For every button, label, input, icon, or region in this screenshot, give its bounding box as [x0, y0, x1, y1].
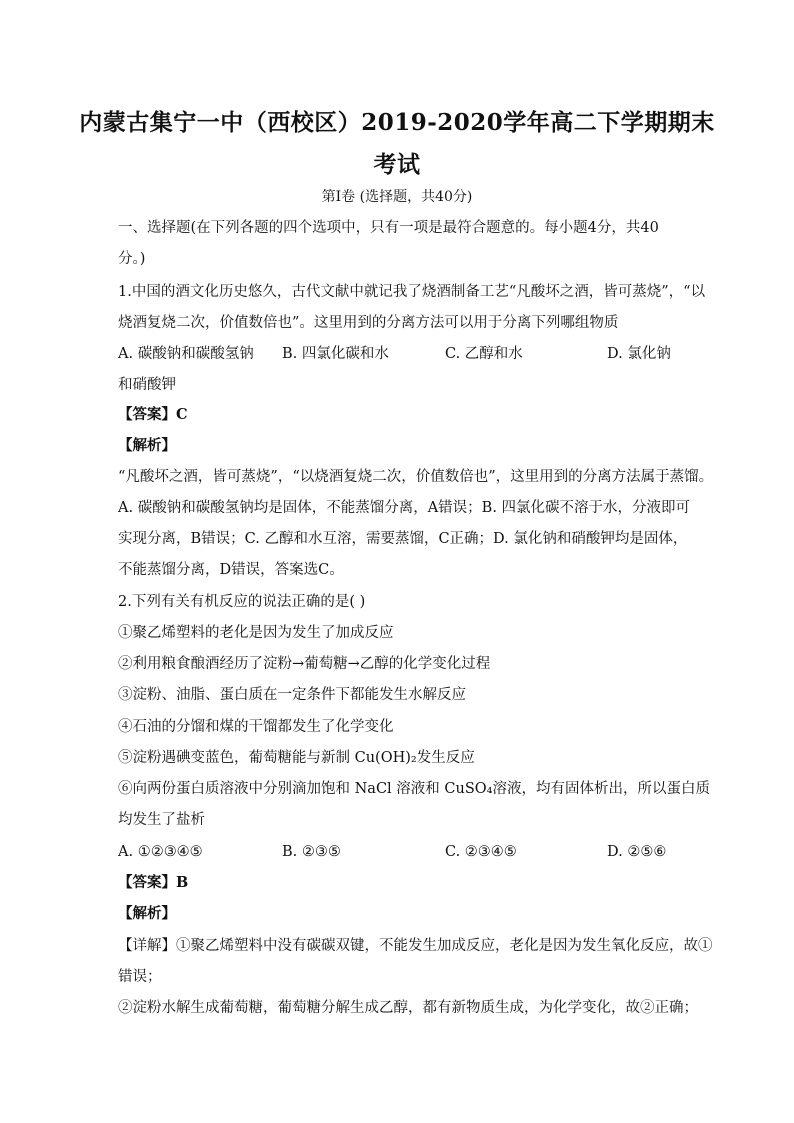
q2-item-2: ②利用粮食酿酒经历了淀粉→葡萄糖→乙醇的化学变化过程	[118, 656, 491, 672]
q1-analysis-line-2: A. 碳酸钠和碳酸氢钠均是固体，不能蒸馏分离，A错误；B. 四氯化碳不溶于水，分液即可	[118, 500, 691, 516]
q1-answer: 【答案】C	[118, 406, 188, 423]
section-intro-line-2: 分。)	[118, 251, 146, 267]
q2-item-3: ③淀粉、油脂、蛋白质在一定条件下都能发生水解反应	[118, 687, 466, 703]
q2-option-d: D. ②⑤⑥	[607, 844, 667, 860]
q2-option-c: C. ②③④⑤	[445, 844, 517, 860]
section-intro-line-1: 一、选择题(在下列各题的四个选项中，只有一项是最符合题意的。每小题4分，共40	[118, 220, 659, 236]
q2-item-5: ⑤淀粉遇碘变蓝色，葡萄糖能与新制 Cu(OH)₂发生反应	[118, 750, 475, 766]
q2-item-1: ①聚乙烯塑料的老化是因为发生了加成反应	[118, 625, 394, 641]
q1-analysis-line-1: “凡酸坏之酒，皆可蒸烧”，“以烧酒复烧二次，价值数倍也”，这里用到的分离方法属于蒸馏。	[118, 469, 714, 485]
section-subtitle: 第Ⅰ卷 (选择题，共40分)	[321, 189, 473, 205]
q2-answer: 【答案】B	[118, 874, 189, 891]
q1-analysis-line-3: 实现分离，B错误；C. 乙醇和水互溶，需要蒸馏，C正确；D. 氯化钠和硝酸钾均是固体，	[118, 531, 688, 547]
q2-option-a: A. ①②③④⑤	[118, 844, 203, 860]
q2-analysis-label: 【解析】	[118, 905, 176, 922]
q1-analysis-line-4: 不能蒸馏分离，D错误，答案选C。	[118, 562, 344, 578]
exam-title-line-2: 考试	[373, 151, 421, 178]
q2-detail-line-2: 错误；	[118, 969, 162, 985]
q2-item-6-line-2: 均发生了盐析	[118, 812, 205, 828]
q2-item-6-line-1: ⑥向两份蛋白质溶液中分别滴加饱和 NaCl 溶液和 CuSO₄溶液，均有固体析出，所以蛋白质	[118, 781, 710, 797]
q1-option-d-continued: 和硝酸钾	[118, 377, 176, 393]
exam-title-line-1: 内蒙古集宁一中（西校区）2019-2020学年高二下学期期末	[79, 109, 715, 136]
q2-option-b: B. ②③⑤	[282, 844, 341, 860]
q2-item-4: ④石油的分馏和煤的干馏都发生了化学变化	[118, 719, 394, 735]
q2-stem: 2.下列有关有机反应的说法正确的是( )	[118, 594, 366, 610]
q2-detail-line-3: ②淀粉水解生成葡萄糖，葡萄糖分解生成乙醇，都有新物质生成，为化学变化，故②正确；	[118, 1000, 698, 1016]
q1-option-d: D. 氯化钠	[607, 346, 671, 362]
q1-option-a: A. 碳酸钠和碳酸氢钠	[118, 346, 254, 362]
q1-option-b: B. 四氯化碳和水	[282, 346, 389, 362]
q1-stem-line-1: 1.中国的酒文化历史悠久，古代文献中就记我了烧酒制备工艺“凡酸坏之酒，皆可蒸烧”，“以	[118, 284, 706, 300]
q1-stem-line-2: 烧酒复烧二次，价值数倍也”。这里用到的分离方法可以用于分离下列哪组物质	[118, 315, 619, 331]
q2-detail-line-1: 【详解】①聚乙烯塑料中没有碳碳双键，不能发生加成反应，老化是因为发生氧化反应，故①	[118, 938, 713, 954]
q1-option-c: C. 乙醇和水	[445, 346, 523, 362]
q1-analysis-label: 【解析】	[118, 437, 176, 454]
